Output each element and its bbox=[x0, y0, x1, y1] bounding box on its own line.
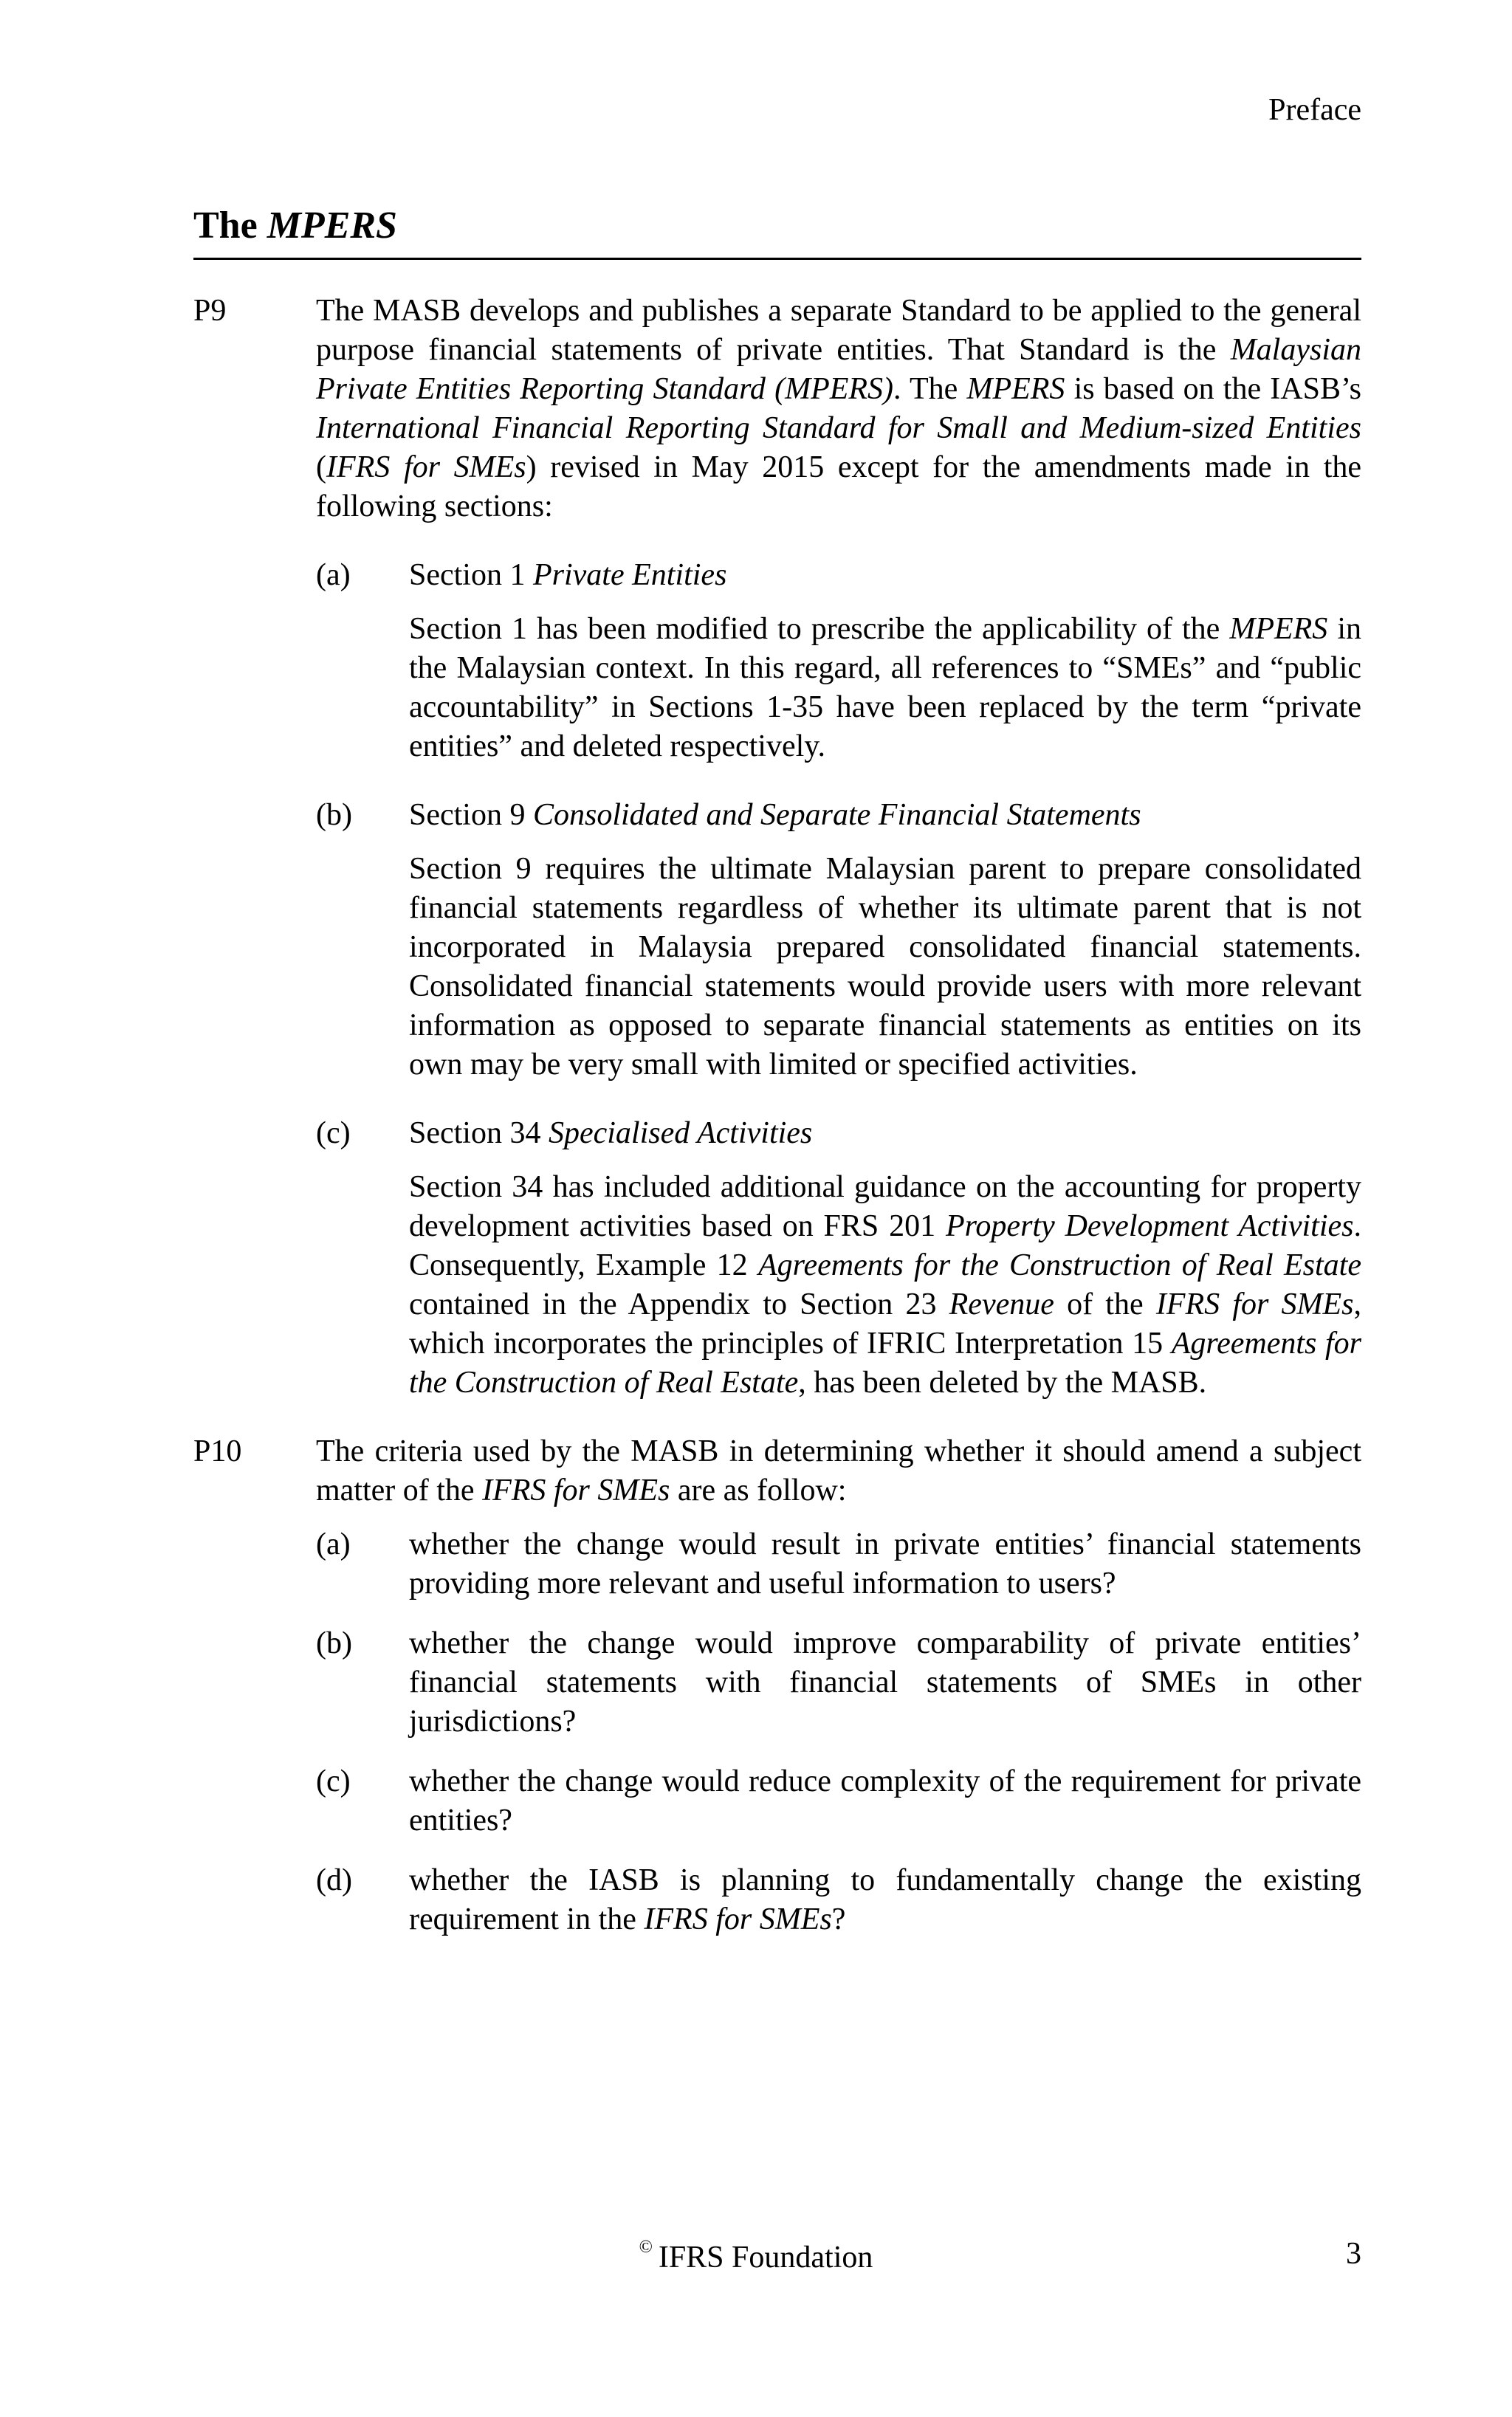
text-run: of the bbox=[1054, 1287, 1156, 1321]
italic-run: Agreements for the Construction of Real Estate bbox=[758, 1248, 1361, 1282]
paragraph-number: P9 bbox=[193, 294, 227, 328]
paragraph-p10 bbox=[193, 1432, 1361, 1939]
text-run: is based on the IASB’s bbox=[1065, 372, 1362, 406]
list-item bbox=[316, 556, 1361, 766]
text-run: whether the IASB is planning to fundamentally change the existing requirement in the bbox=[409, 1863, 1361, 1936]
section-title-italic: MPERS bbox=[267, 204, 397, 247]
document-body bbox=[193, 292, 1361, 1939]
item-body bbox=[409, 850, 1361, 1084]
text-run: Section 9 bbox=[409, 798, 533, 832]
italic-run: Property Development Activities bbox=[945, 1209, 1354, 1243]
item-label: (a) bbox=[316, 558, 351, 592]
footer-copyright bbox=[0, 2238, 1512, 2273]
text-run: contained in the Appendix to Section 23 bbox=[409, 1287, 949, 1321]
section-title bbox=[193, 203, 1361, 260]
text-run: . Consequently, Example 12 bbox=[409, 1209, 1361, 1282]
text-run: ? bbox=[831, 1902, 846, 1936]
item-label: (a) bbox=[316, 1527, 351, 1561]
list-item bbox=[316, 1114, 1361, 1403]
italic-run: International Financial Reporting Standard for Small and Medium-sized Entities bbox=[316, 411, 1361, 445]
list-item bbox=[316, 796, 1361, 1084]
item-label: (c) bbox=[316, 1116, 351, 1150]
text-run: The criteria used by the MASB in determining whether it should amend a subject matter of the bbox=[316, 1434, 1361, 1507]
text-run: Section 1 has been modified to prescribe the applicability of the bbox=[409, 612, 1230, 646]
paragraph-p9 bbox=[193, 292, 1361, 1403]
text-run: ) revised in May 2015 except for the amendments made in the following sections: bbox=[316, 450, 1362, 523]
list-item bbox=[316, 1762, 1361, 1840]
item-text bbox=[409, 1624, 1361, 1742]
italic-run: IFRS for SMEs bbox=[482, 1474, 670, 1507]
item-heading bbox=[409, 556, 1361, 595]
text-run: Section 9 requires the ultimate Malaysian parent to prepare consolidated financial statements regardless of whether its ultimate parent that is not incorporated in Malaysia prepared consolidated financial statements. Consolidated financial statements would provide users with more relevant information as opposed to separate financial statements as entities on its own may be very small with limited or specified activities. bbox=[409, 852, 1361, 1082]
list-item bbox=[316, 1861, 1361, 1939]
paragraph-number: P10 bbox=[193, 1434, 242, 1468]
list-item bbox=[316, 1624, 1361, 1742]
text-run: Section 34 has included additional guidance on the accounting for property development activities based on FRS 201 bbox=[409, 1170, 1361, 1243]
item-label: (c) bbox=[316, 1764, 351, 1798]
running-header: Preface bbox=[1268, 93, 1361, 127]
text-run: , which incorporates the principles of IFRIC Interpretation 15 bbox=[409, 1287, 1362, 1361]
page-number: 3 bbox=[1346, 2237, 1361, 2271]
text-run: Section 1 bbox=[409, 558, 533, 592]
italic-run: MPERS bbox=[966, 372, 1065, 406]
italic-run: Consolidated and Separate Financial Statements bbox=[532, 798, 1141, 832]
item-body bbox=[409, 610, 1361, 766]
text-run: whether the change would reduce complexity of the requirement for private entities? bbox=[409, 1764, 1361, 1837]
text-run: in the Malaysian context. In this regard, all references to “SMEs” and “public accountability” in Sections 1-35 have been replaced by the term “private entities” and deleted respectively. bbox=[409, 612, 1361, 763]
copyright-symbol: © bbox=[639, 2238, 653, 2257]
italic-run: IFRS for SMEs bbox=[644, 1902, 832, 1936]
list-item bbox=[316, 1525, 1361, 1603]
footer-foundation: IFRS Foundation bbox=[658, 2241, 873, 2275]
item-heading bbox=[409, 1114, 1361, 1153]
item-text bbox=[409, 1762, 1361, 1840]
paragraph-text bbox=[316, 1432, 1361, 1510]
item-text bbox=[409, 1861, 1361, 1939]
italic-run: IFRS for SMEs bbox=[326, 450, 526, 484]
text-run: are as follow: bbox=[670, 1474, 847, 1507]
text-run: Section 34 bbox=[409, 1116, 549, 1150]
paragraph-text bbox=[316, 292, 1361, 526]
text-run: The MASB develops and publishes a separate Standard to be applied to the general purpose financial statements of private entities. That Standard is the bbox=[316, 294, 1361, 367]
item-body bbox=[409, 1168, 1361, 1403]
item-label: (b) bbox=[316, 798, 352, 832]
italic-run: Private Entities bbox=[532, 558, 727, 592]
italic-run: Malaysian Private Entities Reporting Standard (MPERS) bbox=[316, 333, 1361, 406]
text-run: whether the change would improve comparability of private entities’ financial statements with financial statements of SMEs in other jurisdictions? bbox=[409, 1626, 1361, 1739]
text-run: whether the change would result in private entities’ financial statements providing more relevant and useful information to users? bbox=[409, 1527, 1361, 1601]
item-label: (b) bbox=[316, 1626, 352, 1660]
section-title-plain: The bbox=[193, 204, 267, 247]
italic-run: MPERS bbox=[1229, 612, 1328, 646]
italic-run: IFRS for SMEs bbox=[1155, 1287, 1354, 1321]
text-run: . The bbox=[893, 372, 967, 406]
italic-run: Agreements for the Construction of Real Estate bbox=[409, 1327, 1361, 1400]
italic-run: Specialised Activities bbox=[548, 1116, 813, 1150]
item-text bbox=[409, 1525, 1361, 1603]
text-run: , has been deleted by the MASB. bbox=[798, 1366, 1207, 1400]
text-run: ( bbox=[316, 450, 326, 484]
italic-run: Revenue bbox=[949, 1287, 1054, 1321]
item-label: (d) bbox=[316, 1863, 352, 1897]
item-heading bbox=[409, 796, 1361, 835]
